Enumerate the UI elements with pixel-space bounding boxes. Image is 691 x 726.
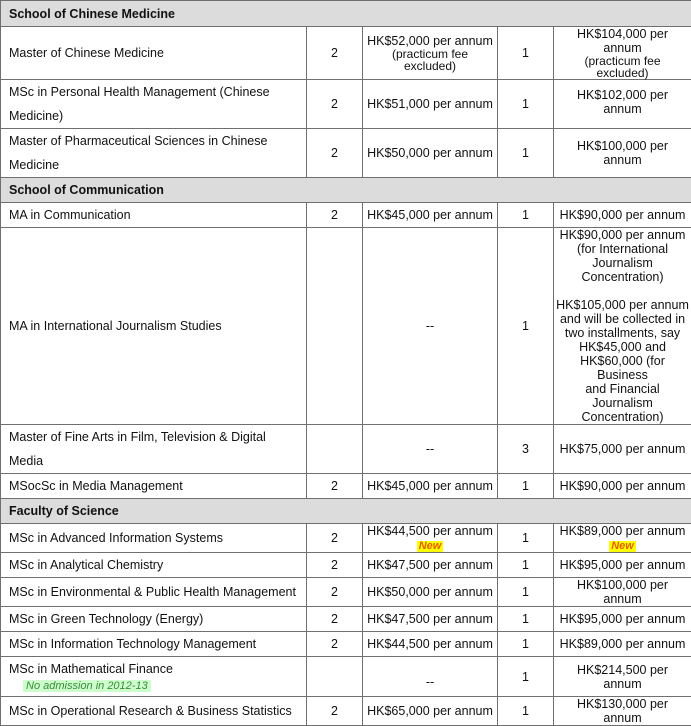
- pt-fee: HK$95,000 per annum: [554, 607, 691, 632]
- pt-fee-line: and will be collected in: [555, 312, 690, 326]
- pt-fee: [554, 27, 691, 80]
- ft-duration: 2: [307, 578, 363, 607]
- programme-name: Master of Fine Arts in Film, Television & Digital Media: [1, 425, 307, 474]
- ft-duration: 2: [307, 80, 363, 129]
- pt-fee-line: HK$90,000 per annum: [555, 228, 690, 242]
- pt-duration: 1: [498, 632, 554, 657]
- ft-fee: HK$44,500 per annum: [363, 632, 498, 657]
- ft-duration: 2: [307, 697, 363, 726]
- ft-fee: [363, 524, 498, 553]
- pt-duration: 1: [498, 553, 554, 578]
- ft-fee: HK$65,000 per annum: [363, 697, 498, 726]
- ft-duration: [307, 657, 363, 697]
- pt-fee: HK$95,000 per annum: [554, 553, 691, 578]
- ft-duration: 2: [307, 553, 363, 578]
- ft-duration: 2: [307, 632, 363, 657]
- ft-fee-amount: HK$44,500 per annum: [366, 524, 494, 538]
- programme-name: Master of Chinese Medicine: [1, 27, 307, 80]
- pt-fee: HK$102,000 per annum: [554, 80, 691, 129]
- pt-fee-line: and Financial Journalism: [555, 382, 690, 410]
- ft-fee: HK$45,000 per annum: [363, 474, 498, 499]
- pt-fee: HK$90,000 per annum: [554, 203, 691, 228]
- section-row: [1, 499, 691, 524]
- pt-duration: 1: [498, 228, 554, 425]
- table-row: [1, 578, 691, 607]
- section-row: [1, 178, 691, 203]
- programme-name: [1, 657, 307, 697]
- pt-fee-amount: HK$89,000 per annum: [557, 524, 688, 538]
- ft-fee: HK$45,000 per annum: [363, 203, 498, 228]
- pt-duration: 1: [498, 524, 554, 553]
- pt-fee-line: two installments, say: [555, 326, 690, 340]
- ft-duration: 2: [307, 474, 363, 499]
- ft-duration: [307, 425, 363, 474]
- pt-duration: 1: [498, 607, 554, 632]
- programme-name: MSc in Green Technology (Energy): [1, 607, 307, 632]
- section-title: Faculty of Science: [1, 499, 691, 524]
- programme-name: MSc in Analytical Chemistry: [1, 553, 307, 578]
- ft-fee: HK$50,000 per annum: [363, 578, 498, 607]
- pt-duration: 3: [498, 425, 554, 474]
- pt-duration: 1: [498, 657, 554, 697]
- programme-name-line: Medicine): [9, 109, 63, 123]
- pt-fee: HK$89,000 per annum: [554, 632, 691, 657]
- pt-duration: 1: [498, 697, 554, 726]
- pt-fee-line: Concentration): [555, 410, 690, 424]
- section-row: [1, 1, 691, 27]
- table-row: [1, 553, 691, 578]
- table-row: [1, 697, 691, 726]
- pt-duration: 1: [498, 27, 554, 80]
- pt-fee-line: HK$105,000 per annum: [555, 298, 690, 312]
- programme-name: MSc in Environmental & Public Health Management: [1, 578, 307, 607]
- new-badge: New: [609, 541, 636, 552]
- ft-fee: HK$51,000 per annum: [363, 80, 498, 129]
- pt-fee: HK$130,000 per annum: [554, 697, 691, 726]
- table-row: [1, 657, 691, 697]
- programme-name: [1, 80, 307, 129]
- pt-duration: 1: [498, 474, 554, 499]
- programme-name: MSocSc in Media Management: [1, 474, 307, 499]
- ft-fee-note: (practicum fee excluded): [366, 48, 494, 72]
- pt-fee: HK$75,000 per annum: [554, 425, 691, 474]
- programme-name-line: Master of Pharmaceutical Sciences in Chinese: [9, 134, 267, 148]
- table-row: [1, 524, 691, 553]
- programme-name: MSc in Advanced Information Systems: [1, 524, 307, 553]
- pt-duration: 1: [498, 578, 554, 607]
- table-row: [1, 228, 691, 425]
- pt-duration: 1: [498, 80, 554, 129]
- table-row: [1, 203, 691, 228]
- pt-fee-amount: HK$104,000 per annum: [557, 27, 688, 55]
- ft-duration: 2: [307, 524, 363, 553]
- table-row: [1, 607, 691, 632]
- programme-name: MSc in Information Technology Management: [1, 632, 307, 657]
- ft-duration: 2: [307, 607, 363, 632]
- pt-fee: HK$90,000 per annum: [554, 474, 691, 499]
- programme-name: MA in Communication: [1, 203, 307, 228]
- programme-name: MSc in Operational Research & Business Statistics: [1, 697, 307, 726]
- ft-fee: HK$50,000 per annum: [363, 129, 498, 178]
- table-row: [1, 27, 691, 80]
- pt-fee: HK$214,500 per annum: [554, 657, 691, 697]
- pt-fee-line: (for International: [555, 242, 690, 256]
- table-row: [1, 474, 691, 499]
- table-row: [1, 632, 691, 657]
- ft-fee: --: [363, 657, 498, 697]
- table-row: [1, 80, 691, 129]
- programme-name-text: MSc in Mathematical Finance: [9, 662, 173, 676]
- ft-fee: --: [363, 228, 498, 425]
- ft-duration: 2: [307, 203, 363, 228]
- programme-name: [1, 129, 307, 178]
- ft-duration: [307, 228, 363, 425]
- new-badge: New: [417, 541, 444, 552]
- pt-fee-note: (practicum fee excluded): [557, 55, 688, 79]
- programme-name-line: Medicine: [9, 158, 59, 172]
- programme-name: MA in International Journalism Studies: [1, 228, 307, 425]
- pt-fee: HK$100,000 per annum: [554, 578, 691, 607]
- table-row: [1, 425, 691, 474]
- pt-fee-line: HK$60,000 (for Business: [555, 354, 690, 382]
- no-admission-note: No admission in 2012-13: [23, 680, 151, 692]
- section-title: School of Chinese Medicine: [1, 1, 691, 27]
- ft-duration: 2: [307, 129, 363, 178]
- ft-fee: HK$47,500 per annum: [363, 607, 498, 632]
- ft-fee-amount: HK$52,000 per annum: [366, 34, 494, 48]
- pt-fee-line: HK$45,000 and: [555, 340, 690, 354]
- ft-fee: HK$47,500 per annum: [363, 553, 498, 578]
- pt-duration: 1: [498, 203, 554, 228]
- programme-name-line: MSc in Personal Health Management (Chinese: [9, 85, 270, 99]
- section-title: School of Communication: [1, 178, 691, 203]
- pt-duration: 1: [498, 129, 554, 178]
- pt-fee-line: Concentration): [555, 270, 690, 284]
- ft-fee: [363, 27, 498, 80]
- pt-fee: [554, 524, 691, 553]
- table-row: [1, 129, 691, 178]
- pt-fee: [554, 228, 691, 425]
- pt-fee: HK$100,000 per annum: [554, 129, 691, 178]
- ft-fee: --: [363, 425, 498, 474]
- pt-fee-line: Journalism: [555, 256, 690, 270]
- ft-duration: 2: [307, 27, 363, 80]
